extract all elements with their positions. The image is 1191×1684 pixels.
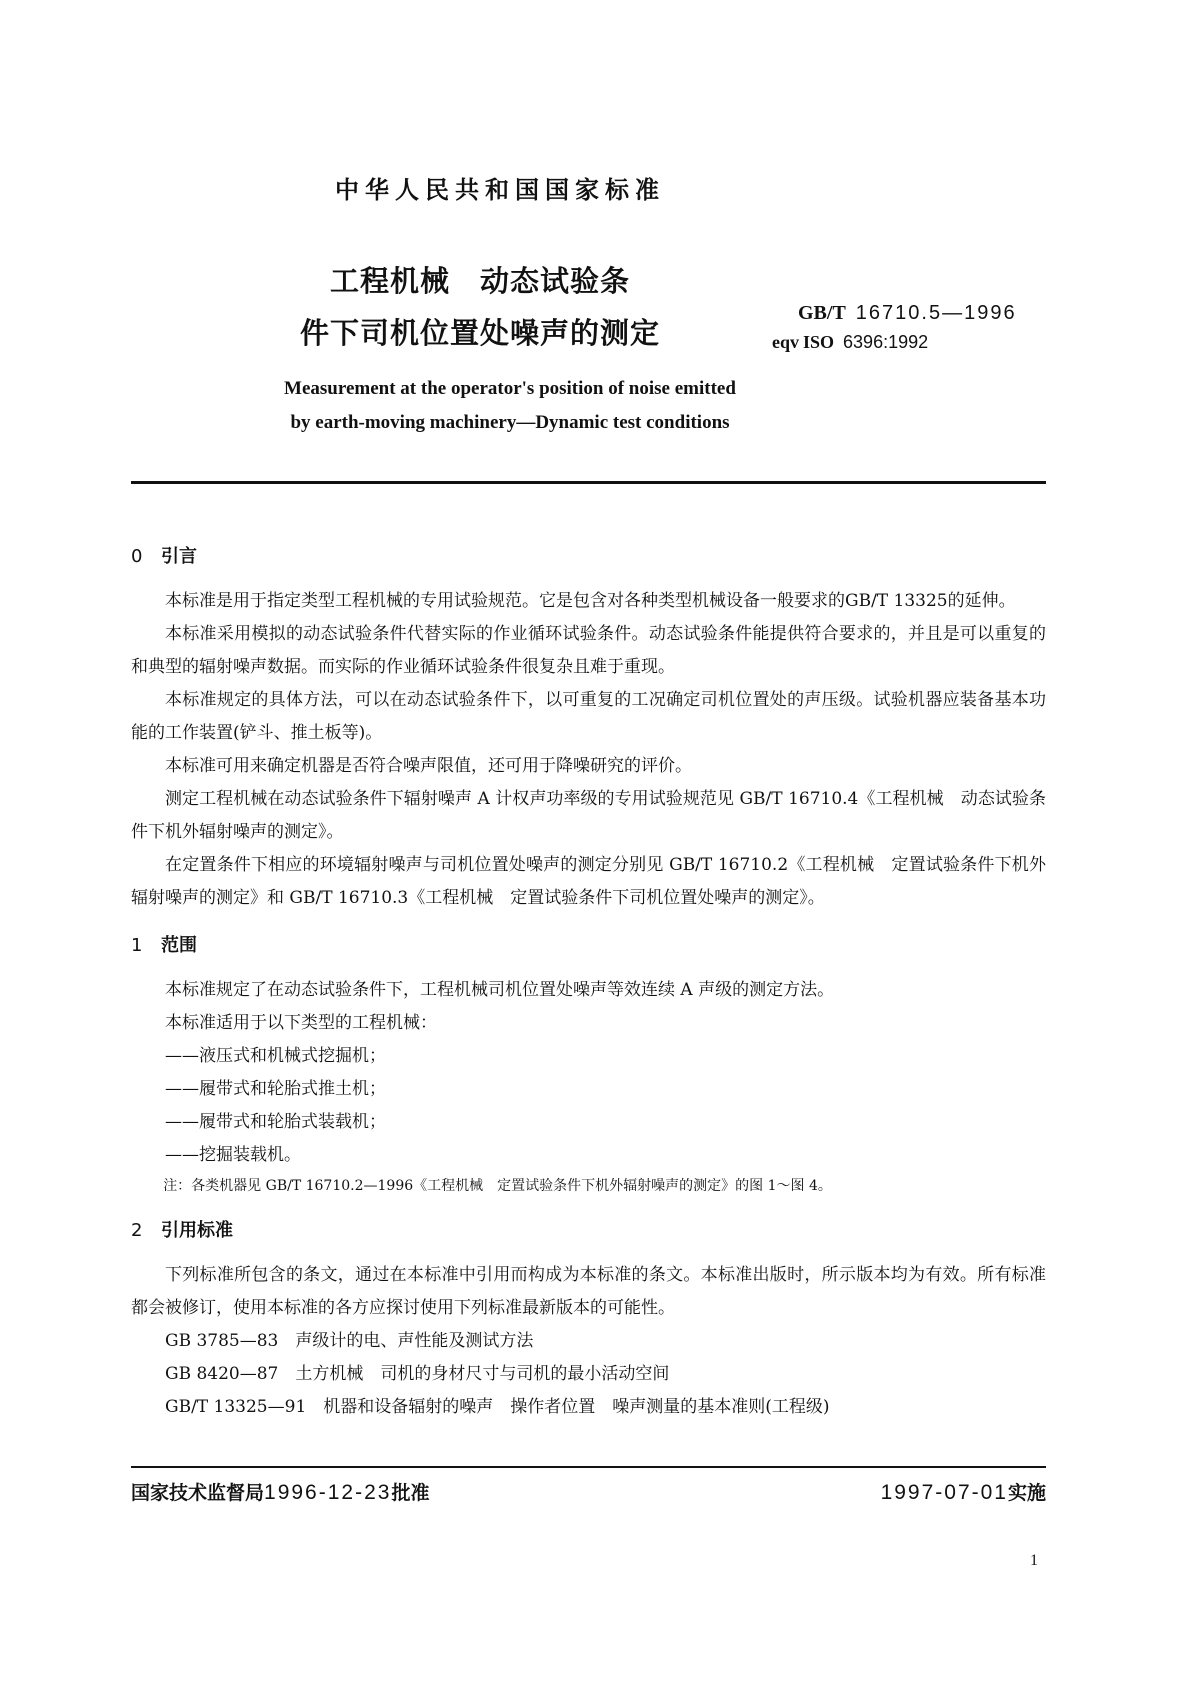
document-title-line-1: 工程机械 动态试验条 xyxy=(329,264,630,298)
paragraph: 本标准规定了在动态试验条件下，工程机械司机位置处噪声等效连续 A 声级的测定方法。 xyxy=(165,980,835,1000)
section-number: 1 xyxy=(131,935,143,956)
note: 注：各类机器见 GB/T 16710.2—1996《工程机械 定置试验条件下机外辐射噪声的测定》的图 1～图 4。 xyxy=(163,1178,832,1194)
section-intro xyxy=(131,540,1046,915)
section-number: 2 xyxy=(131,1220,143,1241)
paragraph: 本标准适用于以下类型的工程机械： xyxy=(165,1013,437,1033)
section-title: 引言 xyxy=(161,546,197,567)
effective-date: 1997-07-01 xyxy=(880,1481,1008,1504)
reference-item: GB 3785—83 声级计的电、声性能及测试方法 xyxy=(165,1331,534,1351)
list-item: ——履带式和轮胎式装载机； xyxy=(165,1112,386,1132)
standard-number xyxy=(798,302,1017,325)
paragraph: 本标准可用来确定机器是否符合噪声限值，还可用于降噪研究的评价。 xyxy=(165,756,692,776)
equivalent-standard xyxy=(772,332,928,353)
section-references xyxy=(131,1214,1046,1424)
list-item: ——液压式和机械式挖掘机； xyxy=(165,1046,386,1066)
page-number: 1 xyxy=(1030,1552,1038,1569)
eqv-prefix: eqv xyxy=(772,332,799,352)
approval-label: 批准 xyxy=(391,1482,430,1504)
standard-prefix: GB/T xyxy=(798,302,846,324)
section-heading xyxy=(131,540,1046,573)
section-title: 引用标准 xyxy=(161,1220,233,1241)
approval-line xyxy=(131,1478,429,1505)
footer-divider xyxy=(131,1466,1046,1468)
paragraph: 本标准规定的具体方法，可以在动态试验条件下，以可重复的工况确定司机位置处的声压级。试验机器应装备基本功能的工作装置(铲斗、推土板等)。 xyxy=(131,690,1046,743)
section-heading xyxy=(131,929,1046,962)
document-body xyxy=(131,540,1046,1424)
paragraph: 在定置条件下相应的环境辐射噪声与司机位置处噪声的测定分别见 GB/T 16710.2《工程机械 定置试验条件下机外辐射噪声的测定》和 GB/T 16710.3《工程机械 定置试验条件下司机位置处噪声的测定》。 xyxy=(131,855,1046,908)
eqv-number: 6396:1992 xyxy=(838,332,929,352)
effective-line xyxy=(881,1478,1046,1505)
reference-item: GB/T 13325—91 机器和设备辐射的噪声 操作者位置 噪声测量的基本准则(工程级) xyxy=(165,1397,830,1417)
header-divider xyxy=(131,481,1046,484)
paragraph: 本标准采用模拟的动态试验条件代替实际的作业循环试验条件。动态试验条件能提供符合要求的，并且是可以重复的和典型的辐射噪声数据。而实际的作业循环试验条件很复杂且难于重现。 xyxy=(131,624,1046,677)
reference-item: GB 8420—87 土方机械 司机的身材尺寸与司机的最小活动空间 xyxy=(165,1364,670,1384)
paragraph: 本标准是用于指定类型工程机械的专用试验规范。它是包含对各种类型机械设备一般要求的GB/T 13325的延伸。 xyxy=(165,591,1016,611)
list-item: ——履带式和轮胎式推土机； xyxy=(165,1079,386,1099)
english-title xyxy=(200,372,820,440)
national-standard-heading: 中华人民共和国国家标准 xyxy=(335,176,665,204)
english-title-line-1: Measurement at the operator's position of noise emitted xyxy=(284,378,736,399)
standard-code: 16710.5—1996 xyxy=(855,302,1017,324)
approval-date: 1996-12-23 xyxy=(264,1481,392,1504)
effective-label: 实施 xyxy=(1007,1482,1046,1504)
section-heading xyxy=(131,1214,1046,1247)
section-number: 0 xyxy=(131,546,143,567)
section-title: 范围 xyxy=(161,935,197,956)
document-title-line-2: 件下司机位置处噪声的测定 xyxy=(299,316,660,350)
iso-label: ISO xyxy=(803,332,835,352)
english-title-line-2: by earth-moving machinery—Dynamic test conditions xyxy=(290,412,730,433)
paragraph: 测定工程机械在动态试验条件下辐射噪声 A 计权声功率级的专用试验规范见 GB/T 16710.4《工程机械 动态试验条件下机外辐射噪声的测定》。 xyxy=(131,789,1046,842)
list-item: ——挖掘装载机。 xyxy=(165,1145,301,1165)
approving-authority: 国家技术监督局 xyxy=(131,1482,265,1504)
paragraph: 下列标准所包含的条文，通过在本标准中引用而构成为本标准的条文。本标准出版时，所示版本均为有效。所有标准都会被修订，使用本标准的各方应探讨使用下列标准最新版本的可能性。 xyxy=(131,1265,1046,1318)
document-title xyxy=(280,255,680,359)
section-scope xyxy=(131,929,1046,1200)
